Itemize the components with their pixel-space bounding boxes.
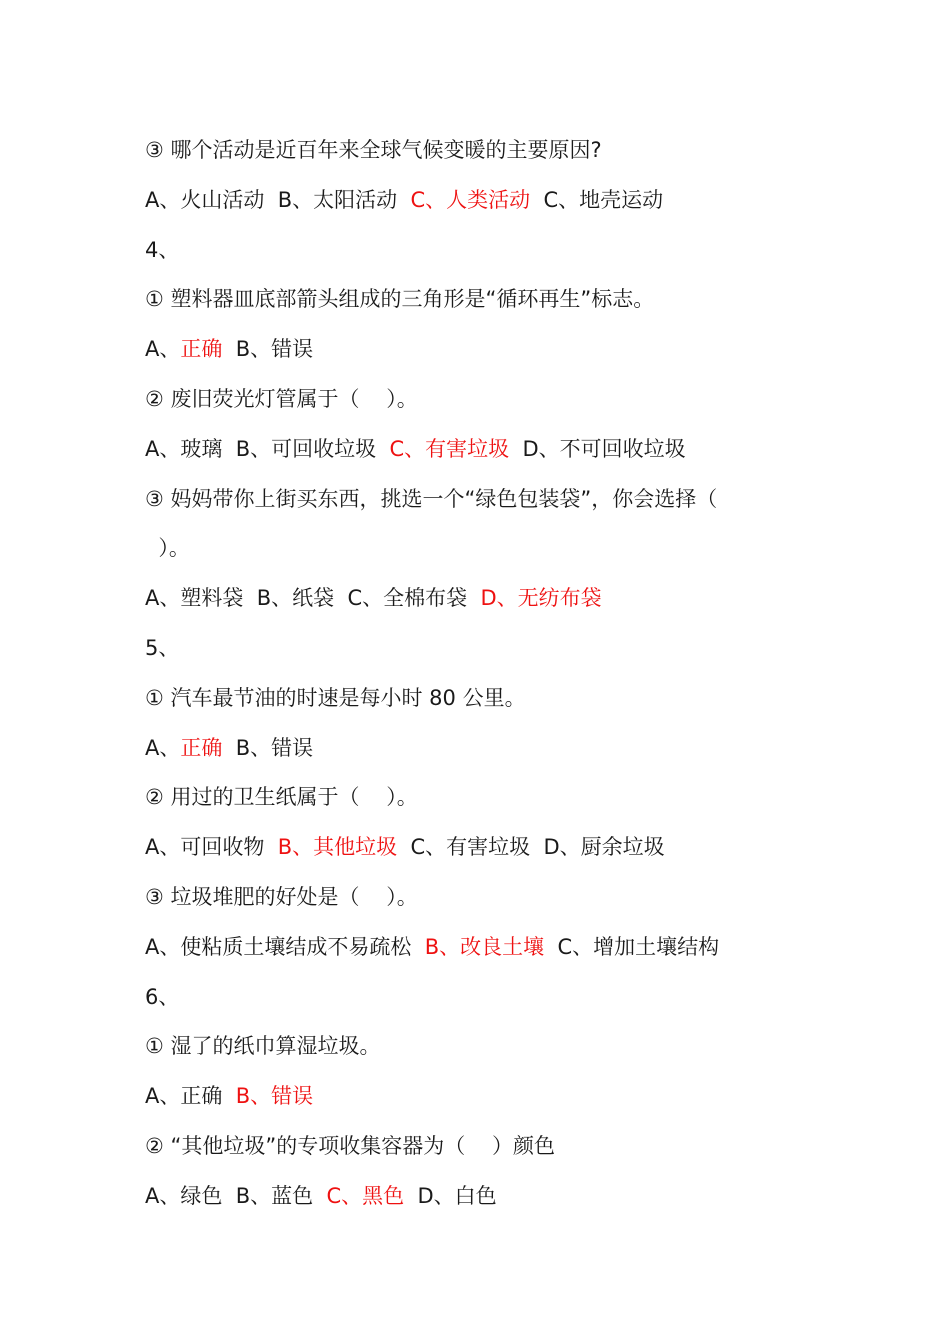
text-line (145, 335, 313, 363)
answer-highlight: B、错误 (235, 1084, 314, 1109)
text-segment: B、错误 (222, 337, 314, 362)
text-segment: ② 用过的卫生纸属于（ ）。 (145, 785, 418, 810)
text-segment: 5、 (145, 636, 180, 660)
text-line (145, 236, 179, 264)
text-segment: C、有害垃圾 D、厨余垃圾 (397, 835, 665, 860)
text-segment: ③ 垃圾堆肥的好处是（ ）。 (145, 885, 418, 909)
text-line (145, 385, 418, 413)
text-segment: D、不可回收垃圾 (509, 436, 686, 461)
text-segment: C、增加土壤结构 (544, 934, 720, 959)
text-segment: A、 (145, 735, 181, 760)
text-line (145, 584, 602, 612)
text-line (145, 534, 190, 562)
text-segment: A、使粘质土壤结成不易疏松 (145, 934, 425, 959)
answer-highlight: C、黑色 (326, 1183, 405, 1208)
text-segment: A、火山活动 B、太阳活动 (145, 187, 411, 212)
text-line (145, 186, 663, 214)
text-line (145, 684, 526, 712)
text-line (145, 933, 719, 961)
text-line (145, 783, 418, 811)
text-segment: ③ 妈妈带你上街买东西，挑选一个“绿色包装袋”，你会选择（ (145, 486, 718, 511)
text-segment: C、地壳运动 (530, 187, 664, 212)
text-line (145, 1082, 313, 1110)
text-segment: D、白色 (404, 1183, 497, 1208)
text-line (145, 1032, 381, 1060)
text-segment: ② “其他垃圾”的专项收集容器为（ ）颜色 (145, 1134, 555, 1158)
text-segment: 6、 (145, 984, 180, 1009)
text-segment: B、错误 (222, 735, 314, 760)
text-line (145, 734, 313, 762)
text-line (145, 883, 418, 911)
text-line (145, 634, 179, 662)
text-segment: ）。 (145, 536, 190, 561)
answer-highlight: D、无纺布袋 (480, 586, 602, 611)
answer-highlight: C、有害垃圾 (389, 436, 510, 461)
text-segment: 4、 (145, 237, 180, 262)
text-segment: ① 汽车最节油的时速是每小时 80 公里。 (145, 685, 526, 710)
text-segment: A、塑料袋 B、纸袋 C、全棉布袋 (145, 586, 481, 611)
text-segment: A、正确 (145, 1084, 236, 1109)
text-line (145, 435, 686, 463)
text-line (145, 833, 665, 861)
answer-highlight: C、人类活动 (410, 187, 531, 212)
answer-highlight: B、其他垃圾 (277, 835, 398, 860)
text-line (145, 1182, 497, 1210)
text-segment: ① 湿了的纸巾算湿垃圾。 (145, 1034, 381, 1059)
text-segment: A、绿色 B、蓝色 (145, 1183, 327, 1208)
text-line (145, 136, 602, 164)
text-line (145, 983, 179, 1011)
text-segment: A、玻璃 B、可回收垃圾 (145, 436, 390, 461)
text-segment: A、可回收物 (145, 835, 278, 860)
answer-highlight: 正确 (180, 337, 223, 362)
answer-highlight: 正确 (180, 735, 223, 760)
text-segment: A、 (145, 337, 181, 362)
text-line (145, 285, 654, 313)
text-segment: ① 塑料器皿底部箭头组成的三角形是“循环再生”标志。 (145, 287, 655, 312)
text-line (145, 485, 717, 513)
answer-highlight: B、改良土壤 (424, 934, 545, 959)
text-segment: ② 废旧荧光灯管属于（ ）。 (145, 387, 418, 411)
text-segment: ③ 哪个活动是近百年来全球气候变暖的主要原因? (145, 138, 602, 162)
text-line (145, 1132, 555, 1160)
